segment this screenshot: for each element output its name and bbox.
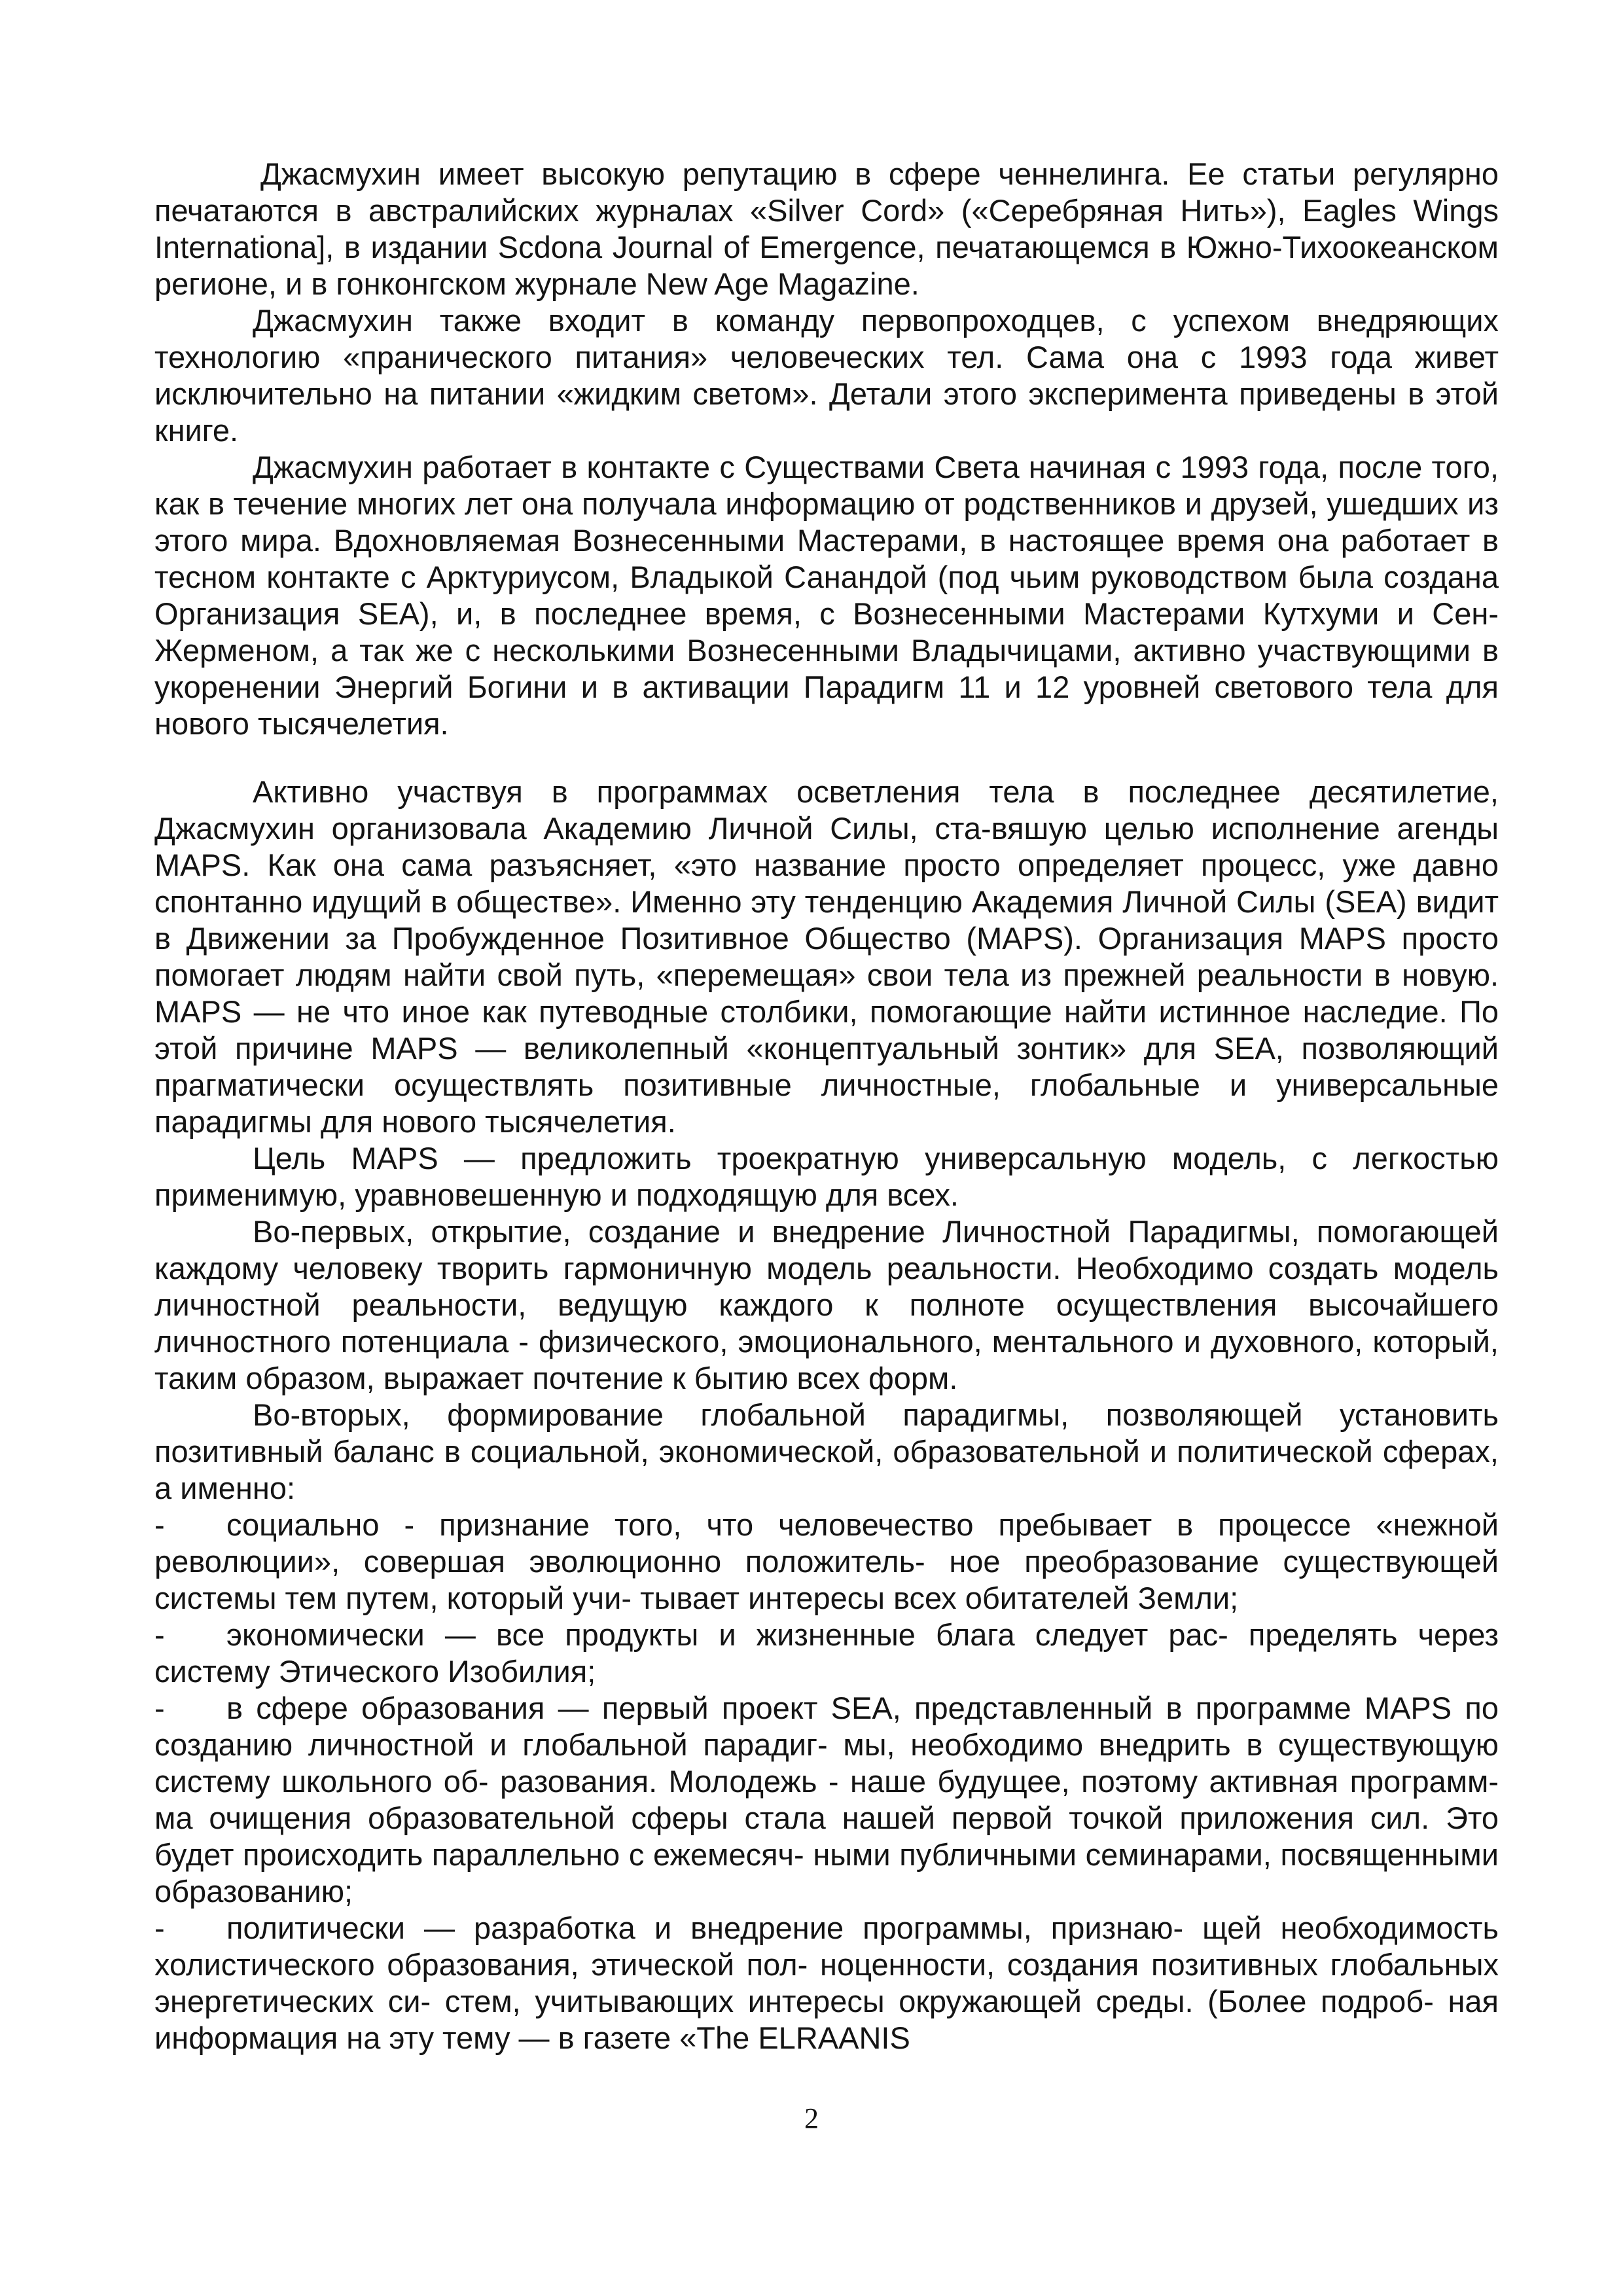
list-item-text: экономически — все продукты и жизненные блага следует рас- пределять через систему Этического Изобилия; <box>154 1617 1499 1689</box>
list-item-economic <box>154 1617 1499 1690</box>
list-marker: - <box>154 1691 165 1725</box>
list-item-text: в сфере образования — первый проект SEA, представленный в программе MAPS по созданию личностной и глобальной парадиг- мы, необходимо внедрить в существующую систему школьного об- разования. Молодежь - наше будущее, поэтому активная программ- ма очищения образовательной сферы стала нашей первой точкой приложения сил. Это будет происходить параллельно с ежемесяч- ными публичными семинарами, посвященными образованию; <box>154 1691 1499 1909</box>
paragraph-pranic-nutrition: Джасмухин также входит в команду первопроходцев, с успехом внедряющих технологию «пранического питания» человеческих тел. Сама она с 1993 года живет исключительно на питании «жидким светом». Детали этого эксперимента приведены в этой книге. <box>154 303 1499 448</box>
paragraph-second-point: Во-вторых, формирование глобальной парадигмы, позволяющей установить позитивный баланс в социальной, экономической, образовательной и политической сферах, а именно: <box>154 1397 1499 1505</box>
list-item-political <box>154 1910 1499 2056</box>
paradigm-list <box>154 1507 1499 2056</box>
list-marker: - <box>154 1617 165 1652</box>
list-item-text: политически — разработка и внедрение программы, признаю- щей необходимость холистического образования, этической пол- ноценности, создания позитивных глобальных энергетических си- стем, учитывающих интересы окружающей среды. (Более подроб- ная информация на эту тему — в газете «The ELRAANIS <box>154 1910 1499 2055</box>
paragraph-spacer <box>154 742 1499 774</box>
list-item-text: социально - признание того, что человечество пребывает в процессе «нежной революции», совершая эволюционно положитель- ное преобразование существующей системы тем путем, который учи- тывает интересы всех обитателей Земли; <box>154 1507 1499 1615</box>
paragraph-reputation: Джасмухин имеет высокую репутацию в сфере ченнелинга. Ее статьи регулярно печатаются в австралийских журналах «Silver Cord» («Серебряная Нить»), Eagles Wings Internationa], в издании Scdona Journal of Emergence, печатающемся в Южно-Тихоокеанском регионе, и в гонконгском журнале New Age Magazine. <box>154 156 1499 301</box>
paragraph-first-point: Во-первых, открытие, создание и внедрение Личностной Парадигмы, помогающей каждому человеку творить гармоничную модель реальности. Необходимо создать модель личностной реальности, ведущую каждого к полноте осуществления высочайшего личностного потенциала - физического, эмоционального, ментального и духовного, который, таким образом, выражает почтение к бытию всех форм. <box>154 1214 1499 1395</box>
paragraph-maps-goal: Цель MAPS — предложить троекратную универсальную модель, с легкостью применимую, уравновешенную и подходящую для всех. <box>154 1141 1499 1212</box>
page-number: 2 <box>804 2102 819 2134</box>
list-item-social <box>154 1507 1499 1617</box>
list-item-education <box>154 1690 1499 1910</box>
paragraph-beings-of-light: Джасмухин работает в контакте с Существами Света начиная с 1993 года, после того, как в течение многих лет она получала информацию от родственников и друзей, ушедших из этого мира. Вдохновляемая Вознесенными Мастерами, в настоящее время она работает в тесном контакте с Арктуриусом, Владыкой Санандой (под чьим руководством была создана Организация SEA), и, в последнее время, с Вознесенными Мастерами Кутхуми и Сен-Жерменом, а так же с несколькими Вознесенными Владычицами, активно участвующими в укоренении Энергий Богини и в активации Парадигм 11 и 12 уровней светового тела для нового тысячелетия. <box>154 450 1499 741</box>
list-marker: - <box>154 1910 165 1945</box>
list-marker: - <box>154 1507 165 1542</box>
paragraph-academy: Активно участвуя в программах осветления тела в последнее десятилетие, Джасмухин организовала Академию Личной Силы, ста-вяшую целью исполнение агенды MAPS. Как она сама разъясняет, «это название просто определяет процесс, уже давно спонтанно идущий в обществе». Именно эту тенденцию Академия Личной Силы (SEA) видит в Движении за Пробужденное Позитивное Общество (MAPS). Организация MAPS просто помогает людям найти свой путь, «перемещая» свои тела из прежней реальности в новую. MAPS — не что иное как путеводные столбики, помогающие найти истинное наследие. По этой причине MAPS — великолепный «концептуальный зонтик» для SEA, позволяющий прагматически осуществлять позитивные личностные, глобальные и универсальные парадигмы для нового тысячелетия. <box>154 774 1499 1139</box>
